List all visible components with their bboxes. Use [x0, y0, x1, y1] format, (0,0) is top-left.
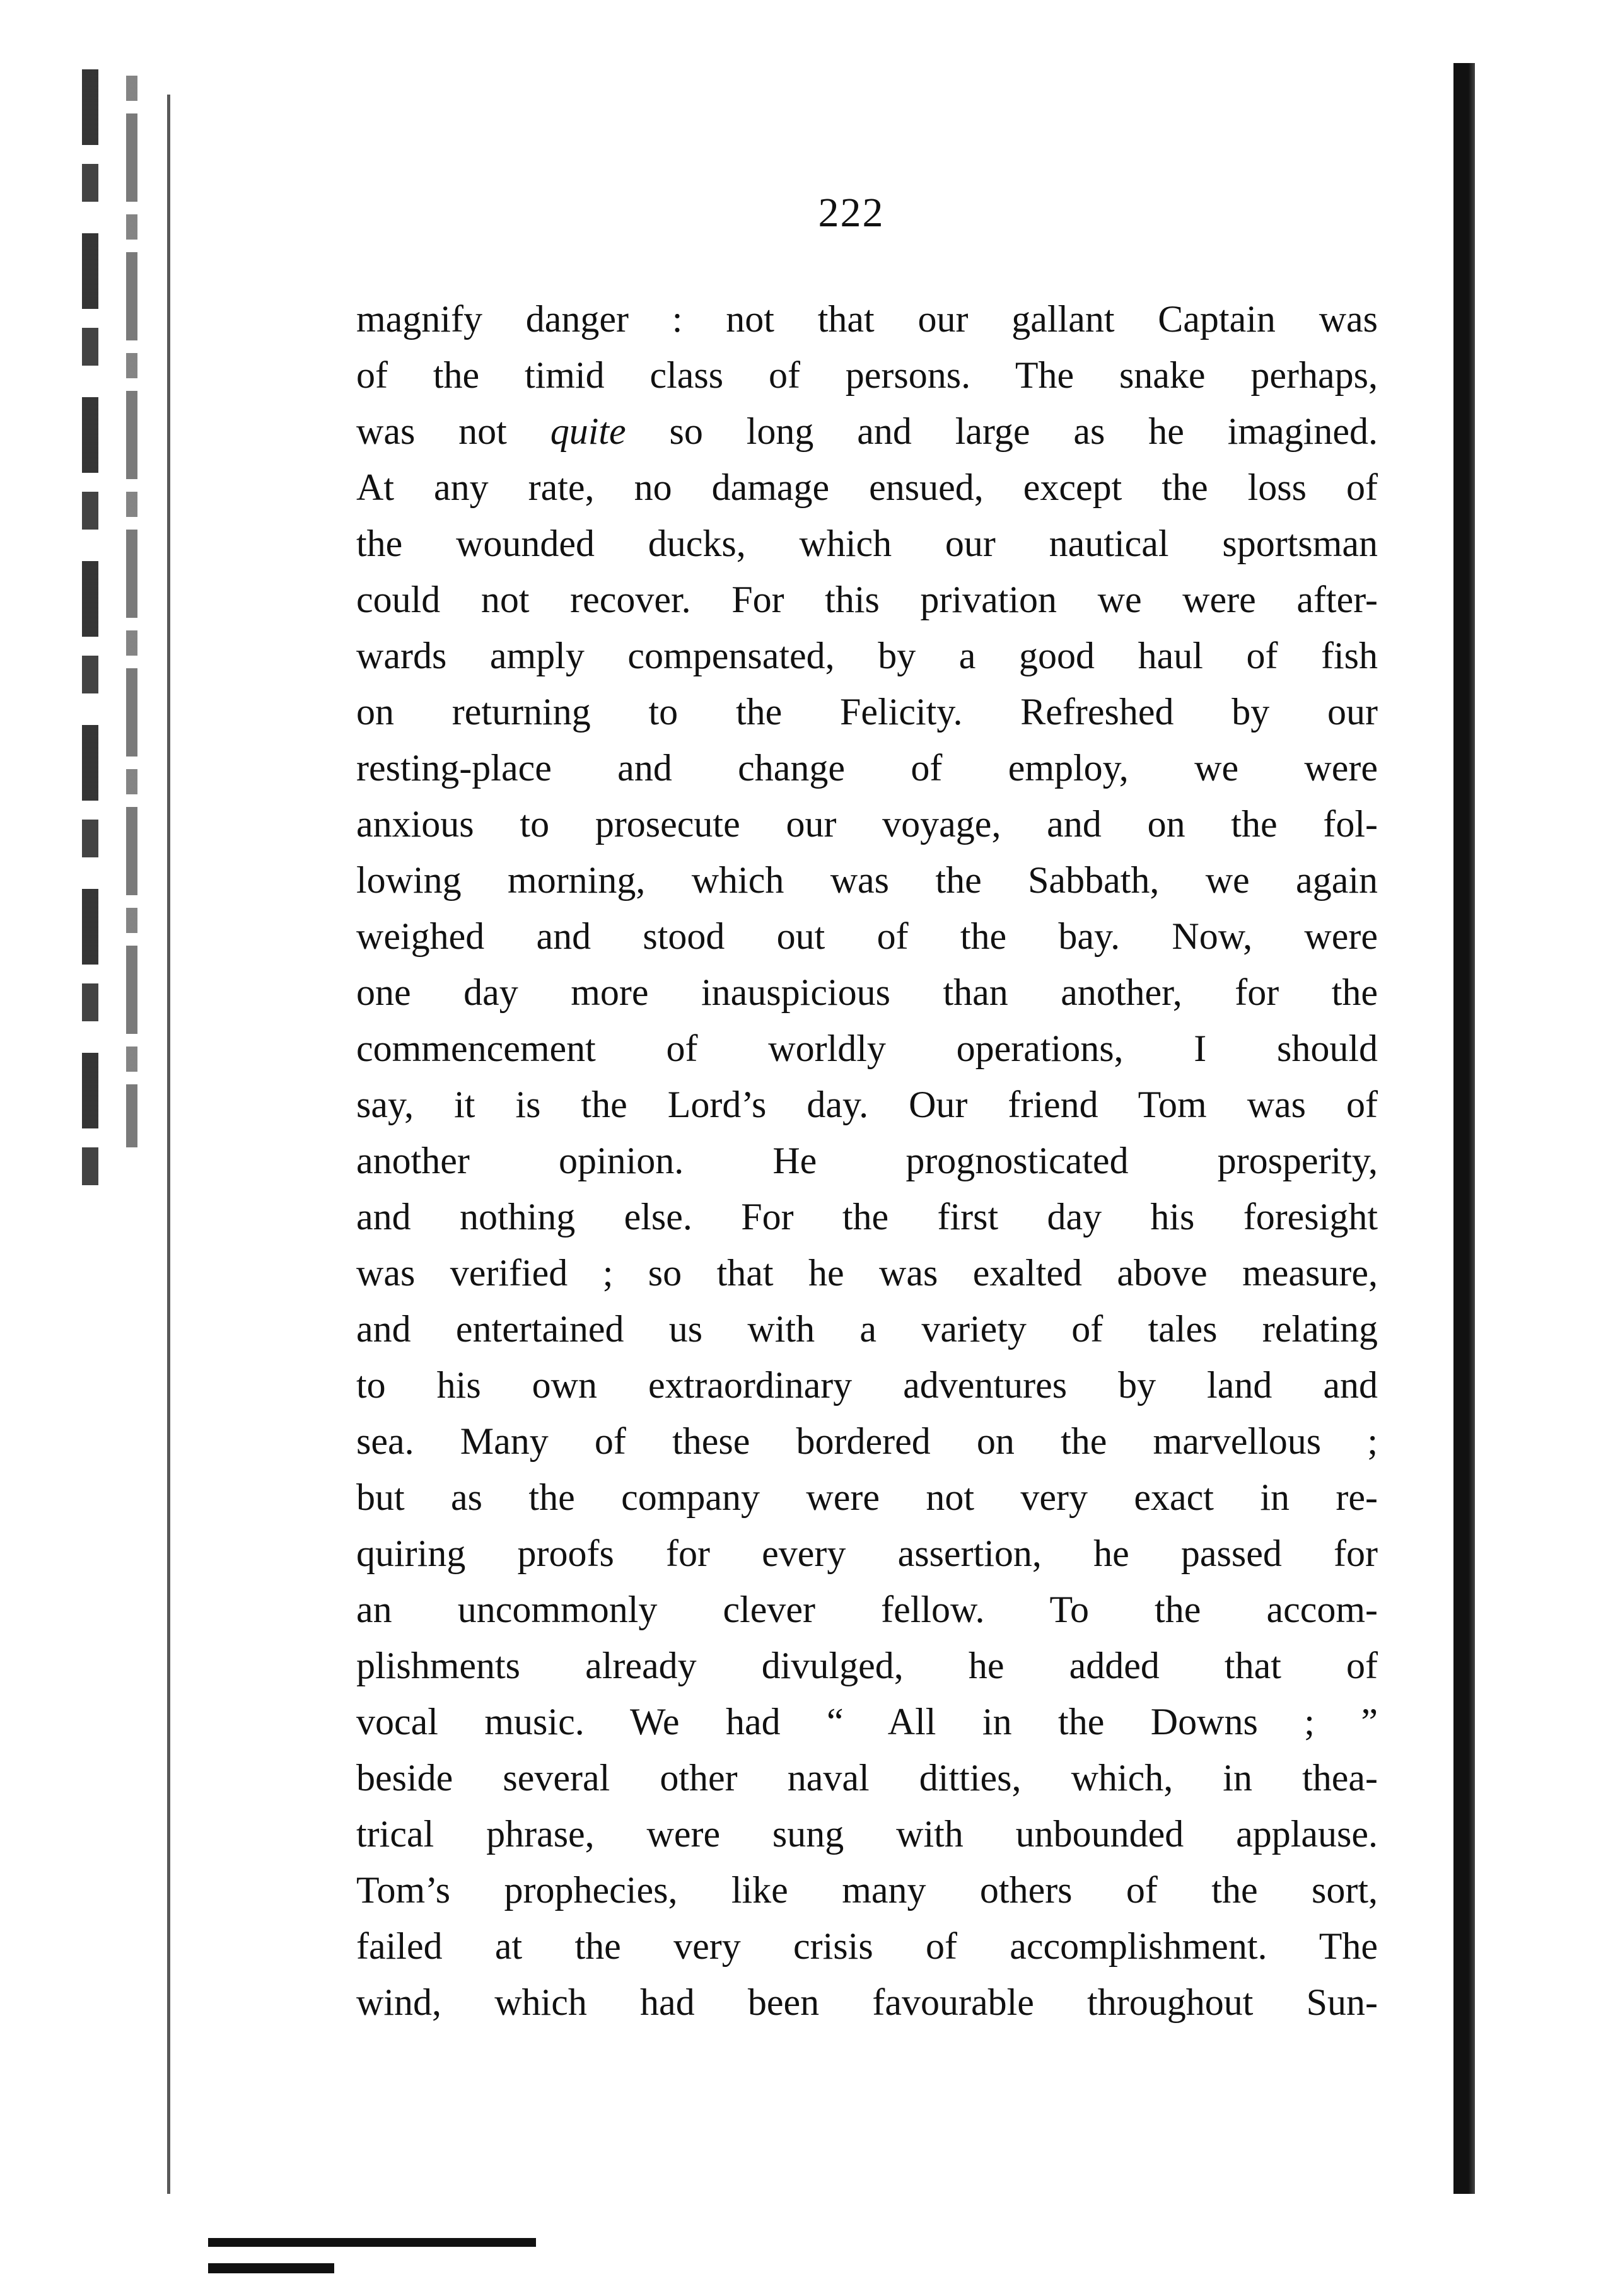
- text-line: of the timid class of persons. The snake perhaps,: [356, 354, 1378, 396]
- text-line: the wounded ducks, which our nautical sportsman: [356, 523, 1378, 564]
- text-line: on returning to the Felicity. Refreshed by our: [356, 691, 1378, 733]
- body-text: [356, 291, 1378, 2031]
- text-segment: was not: [356, 410, 550, 452]
- page-number: 222: [818, 190, 885, 236]
- text-line-with-italic: [356, 403, 1378, 460]
- text-line: quiring proofs for every assertion, he passed for: [356, 1533, 1378, 1574]
- text-line: trical phrase, were sung with unbounded applause.: [356, 1813, 1378, 1855]
- page-border-right: [1453, 63, 1475, 2194]
- text-line: failed at the very crisis of accomplishment. The: [356, 1925, 1378, 1967]
- text-line: anxious to prosecute our voyage, and on the fol-: [356, 803, 1378, 845]
- text-line: was verified ; so that he was exalted above measure,: [356, 1252, 1378, 1294]
- text-line: commencement of worldly operations, I should: [356, 1028, 1378, 1069]
- text-line: vocal music. We had “ All in the Downs ; ”: [356, 1701, 1378, 1742]
- text-line: and entertained us with a variety of tales relating: [356, 1308, 1378, 1350]
- text-line: sea. Many of these bordered on the marvellous ;: [356, 1420, 1378, 1462]
- text-line: to his own extraordinary adventures by land and: [356, 1364, 1378, 1406]
- text-line: but as the company were not very exact in re-: [356, 1476, 1378, 1518]
- text-line: lowing morning, which was the Sabbath, we again: [356, 859, 1378, 901]
- text-line: an uncommonly clever fellow. To the accom-: [356, 1589, 1378, 1630]
- text-line: Tom’s prophecies, like many others of the sort,: [356, 1869, 1378, 1911]
- scan-edge-bottom-2: [208, 2263, 334, 2273]
- text-line: beside several other naval ditties, which, in thea-: [356, 1757, 1378, 1799]
- text-line: At any rate, no damage ensued, except the loss of: [356, 467, 1378, 508]
- text-line: and nothing else. For the first day his foresight: [356, 1196, 1378, 1238]
- scan-edge-bottom: [208, 2238, 536, 2247]
- text-line: weighed and stood out of the bay. Now, were: [356, 915, 1378, 957]
- text-line: resting-place and change of employ, we were: [356, 747, 1378, 789]
- page-border-left: [167, 95, 170, 2194]
- scan-edge-left: [82, 69, 98, 1204]
- text-line: say, it is the Lord’s day. Our friend Tom was of: [356, 1084, 1378, 1125]
- text-line: magnify danger : not that our gallant Captain was: [356, 298, 1378, 340]
- text-line: another opinion. He prognosticated prosperity,: [356, 1140, 1378, 1181]
- italic-word: quite: [550, 410, 626, 452]
- text-line: could not recover. For this privation we were after-: [356, 579, 1378, 620]
- text-segment: so long and large as he imagined.: [626, 410, 1378, 452]
- scan-edge-left-inner: [126, 76, 137, 1147]
- text-line: one day more inauspicious than another, for the: [356, 971, 1378, 1013]
- text-line: wards amply compensated, by a good haul of fish: [356, 635, 1378, 676]
- text-line: plishments already divulged, he added that of: [356, 1645, 1378, 1686]
- text-line: wind, which had been favourable throughout Sun-: [356, 1981, 1378, 2023]
